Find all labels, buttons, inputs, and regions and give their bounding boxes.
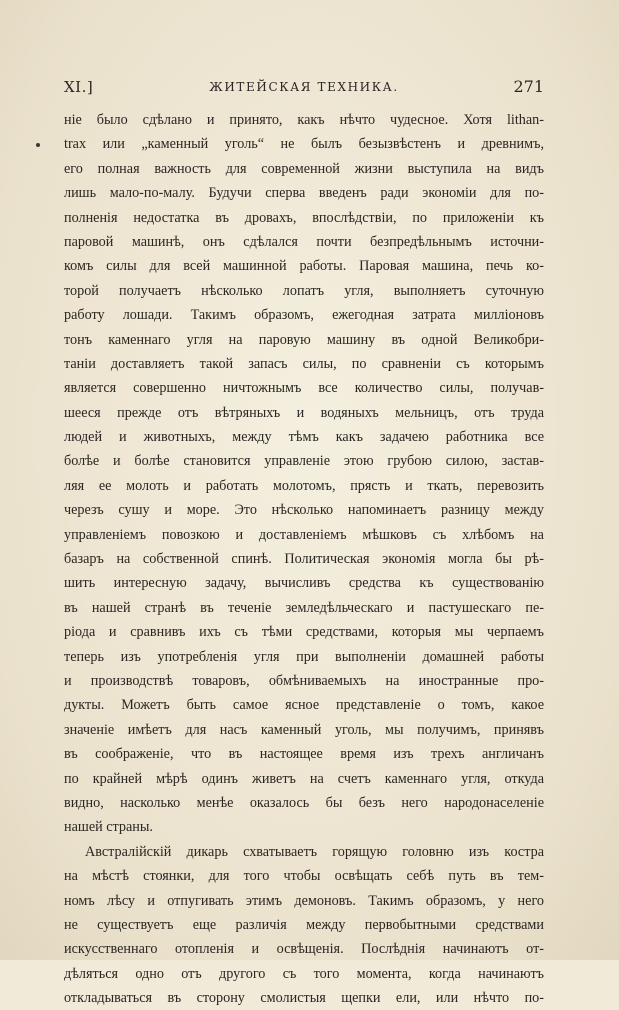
text-line: въ нашей странѣ въ теченіе земледѣльческаго и пастушескаго пе- [64, 599, 544, 616]
text-line: работу лошади. Такимъ образомъ, ежегодная затрата милліоновъ [64, 307, 544, 324]
paragraph-start-line: Австралійскій дикарь схватываетъ горящую головню изъ костра [85, 843, 544, 860]
running-title: ЖИТЕЙСКАЯ ТЕХНИКА. [209, 80, 399, 94]
text-line: trax или „каменный уголь“ не былъ безызвѣстенъ и древнимъ, [64, 136, 544, 153]
text-line: базаръ на собственной спинѣ. Политическая экономія могла бы рѣ- [64, 551, 544, 568]
text-line: ніе было сдѣлано и принято, какъ нѣчто чудесное. Хотя lithan- [64, 112, 544, 128]
text-line: искусственнаго отопленія и освѣщенія. Послѣднія начинаютъ от- [64, 941, 544, 958]
text-line: лишь мало-по-малу. Будучи сперва введенъ ради экономіи для по- [64, 185, 544, 202]
text-line: паровой машинѣ, онъ сдѣлался почти безпредѣльнымъ источни- [64, 233, 544, 250]
page-number: 271 [513, 77, 544, 96]
text-line: на мѣстѣ стоянки, для того чтобы освѣщать себѣ путь въ тем- [64, 868, 544, 885]
running-header [64, 76, 544, 98]
text-line: торой получаетъ нѣсколько лопатъ угля, выполняетъ суточную [64, 282, 544, 299]
text-line: людей и животныхъ, между тѣмъ какъ задачею работника все [64, 429, 544, 446]
text-line: таніи доставляетъ такой запасъ силы, по сравненіи съ которымъ [64, 355, 544, 372]
text-line: ляя ее молоть и работать молотомъ, прясть и ткать, перевозить [64, 477, 544, 494]
text-line: номъ лѣсу и отпугивать этимъ демоновъ. Такимъ образомъ, у него [64, 892, 544, 909]
margin-mark [36, 143, 40, 147]
text-line: по крайней мѣрѣ одинъ живетъ на счетъ каменнаго угля, откуда [64, 770, 544, 787]
text-line: шееся прежде отъ вѣтряныхъ и водяныхъ мельницъ, отъ труда [64, 404, 544, 421]
text-line: дѣляться одно отъ другого съ того момента, когда начинаютъ [64, 965, 544, 982]
text-line: полненія недостатка въ дровахъ, впослѣдствіи, по приложеніи къ [64, 209, 544, 226]
text-line: управленіемъ повозкою и доставленіемъ мѣшковъ съ хлѣбомъ на [64, 526, 544, 543]
text-line: и производствѣ товаровъ, обмѣниваемыхъ на иностранные про- [64, 672, 544, 689]
text-line: его полная важность для современной жизни выступила на видъ [64, 160, 544, 177]
text-line: тонъ каменнаго угля на паровую машину въ одной Великобри- [64, 331, 544, 348]
text-line: болѣе и болѣе становится управленіе этою грубою силою, застав- [64, 453, 544, 470]
text-line: видно, насколько менѣе оказалось бы безъ него народонаселеніе [64, 794, 544, 811]
text-line: шить интересную задачу, вычисливъ средства къ существованію [64, 575, 544, 592]
text-line: значеніе имѣетъ для насъ каменный уголь, мы получимъ, принявъ [64, 721, 544, 738]
body-text [64, 108, 544, 1010]
text-line: дукты. Можетъ быть самое ясное представленіе о томъ, какое [64, 697, 544, 714]
text-line: откладываться въ сторону смолистыя щепки ели, или нѣчто по- [64, 990, 544, 1007]
text-line: является совершенно ничтожнымъ все количество силы, получав- [64, 380, 544, 397]
text-line: теперь изъ употребленія угля при выполненіи домашней работы [64, 648, 544, 665]
text-line: комъ силы для всей машинной работы. Паровая машина, печь ко- [64, 258, 544, 275]
text-line: ріода и сравнивъ ихъ съ тѣми средствами, которыя мы черпаемъ [64, 624, 544, 641]
chapter-number: XI.] [64, 78, 94, 96]
paragraph-end-line: нашей страны. [64, 819, 153, 836]
text-line: въ соображеніе, что въ настоящее время изъ трехъ англичанъ [64, 746, 544, 763]
text-line: черезъ сушу и море. Это нѣсколько напоминаетъ разницу между [64, 502, 544, 519]
text-line: не существуетъ еще различія между первобытными средствами [64, 916, 544, 933]
